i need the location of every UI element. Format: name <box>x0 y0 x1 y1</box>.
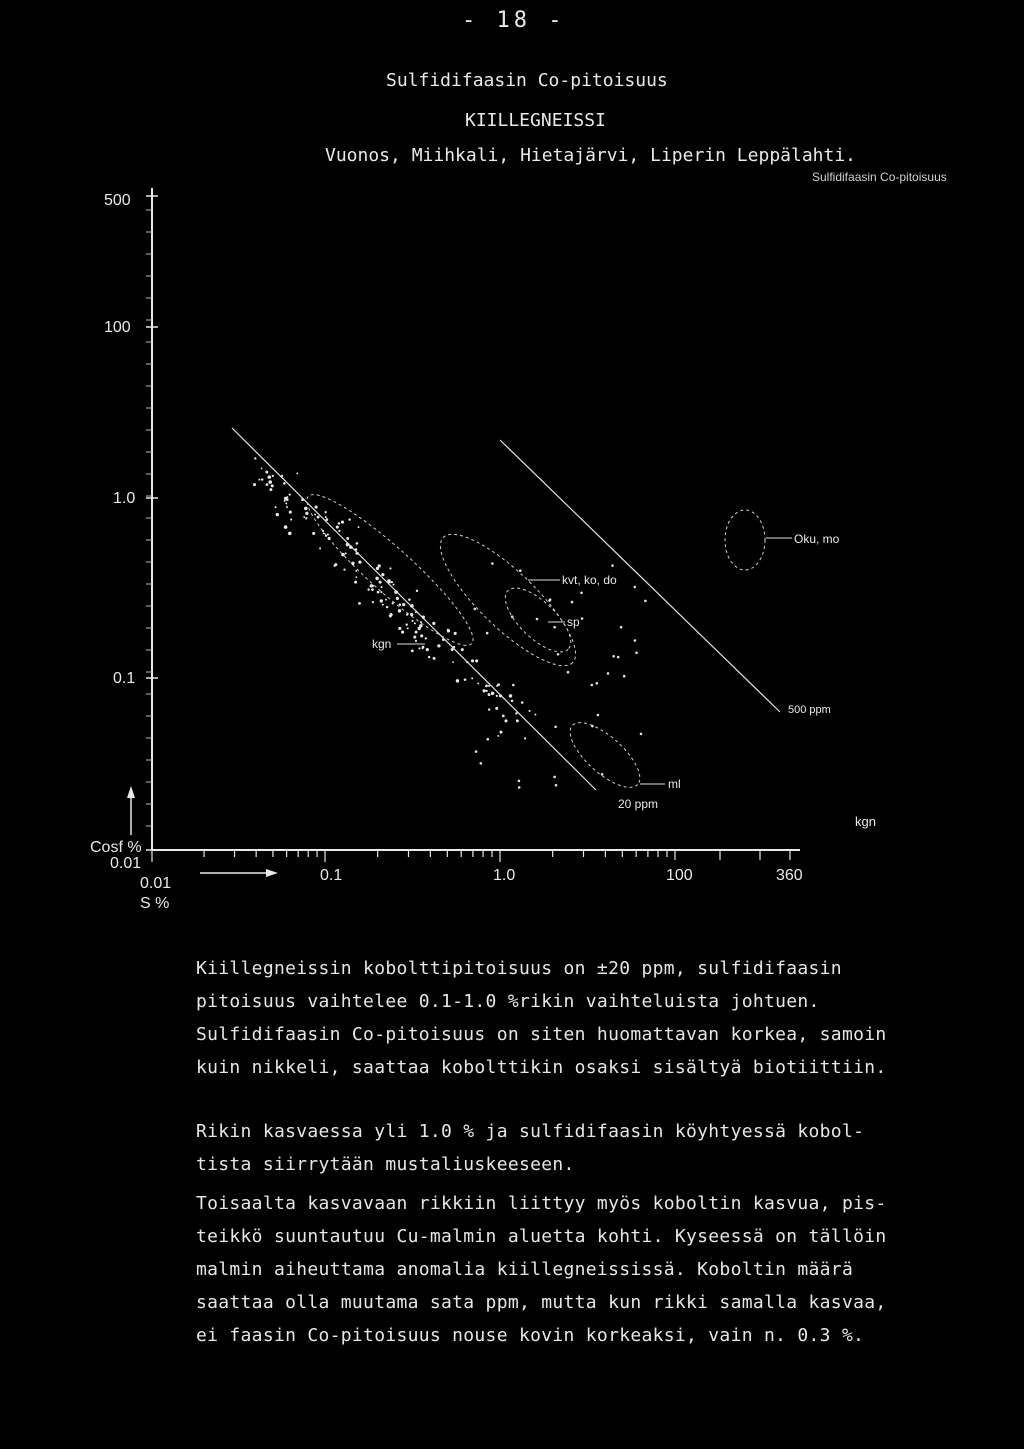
scatter-point <box>413 636 416 639</box>
scatter-point <box>261 468 263 470</box>
diagonal-20ppm <box>232 428 596 790</box>
scatter-point <box>477 682 479 684</box>
scatter-point <box>354 581 357 584</box>
scatter-point <box>408 598 411 601</box>
scatter-point <box>394 590 397 593</box>
y-tick-label: 0.01 <box>110 855 142 872</box>
scatter-point <box>553 626 556 629</box>
scatter-point <box>380 599 383 602</box>
scatter-point <box>456 679 459 682</box>
scatter-point <box>358 602 361 605</box>
scatter-point <box>367 588 369 590</box>
scatter-point <box>377 591 380 594</box>
scatter-point <box>303 516 305 518</box>
group-label-kgn: kgn <box>372 637 392 651</box>
scatter-point <box>415 611 417 613</box>
text-line: ei faasin Co-pitoisuus nouse kovin korkeaksi, vain n. 0.3 %. <box>196 1325 865 1346</box>
scatter-point <box>567 671 570 674</box>
scatter-point <box>381 586 383 588</box>
scatter-point <box>387 579 390 582</box>
y-tick-label: 1.0 <box>113 490 136 507</box>
scatter-point <box>275 506 277 508</box>
text-line: Toisaalta kasvavaan rikkiin liittyy myös koboltin kasvua, pis- <box>196 1193 887 1214</box>
group-label-oku: Oku, mo <box>794 532 840 546</box>
scatter-point <box>414 622 416 624</box>
scatter-point <box>422 615 425 618</box>
scatter-point <box>348 518 350 520</box>
scatter-point <box>389 567 391 569</box>
scatter-point <box>491 562 494 565</box>
scatter-point <box>319 547 321 549</box>
scatter-point <box>488 693 491 696</box>
scatter-point <box>557 653 560 656</box>
group-outline-oku <box>725 510 765 570</box>
scatter-point <box>634 586 637 589</box>
scatter-point <box>284 500 286 502</box>
scatter-point <box>265 471 268 474</box>
scatter-point <box>486 690 488 692</box>
y-axis-label: Cosf % <box>90 839 142 856</box>
scatter-point <box>372 601 374 603</box>
scatter-point <box>515 712 517 714</box>
x-tick-label-0.1: 0.1 <box>320 867 343 884</box>
scatter-point <box>401 631 404 634</box>
scatter-point <box>379 581 382 584</box>
scatter-point <box>406 613 408 615</box>
scatter-point <box>581 617 584 620</box>
scatter-point <box>355 548 358 551</box>
group-label-kgn-right: kgn <box>855 814 876 829</box>
scatter-point <box>390 613 393 616</box>
scatter-point <box>371 588 374 591</box>
scatter-point <box>381 591 383 593</box>
scatter-point <box>634 639 637 642</box>
scatter-point <box>447 629 449 631</box>
text-line: kuin nikkeli, saattaa kobolttikin osaksi sisältyä biotiittiin. <box>196 1057 887 1078</box>
scatter-point <box>358 526 360 528</box>
x-tick-label: 1.0 <box>493 867 516 884</box>
scatter-point <box>454 632 457 635</box>
scatter-point <box>418 627 421 630</box>
scatter-point <box>253 483 256 486</box>
scatter-point <box>491 692 494 695</box>
scatter-point <box>325 516 327 518</box>
group-outline-ml <box>560 712 649 798</box>
scatter-point <box>464 678 467 681</box>
group-outline-kvt <box>424 517 592 682</box>
scatter-point <box>286 506 288 508</box>
scatter-point <box>415 631 418 634</box>
scatter-point <box>485 685 488 688</box>
scatter-point <box>418 647 420 649</box>
scatter-point <box>341 521 344 524</box>
scatter-point <box>323 532 325 534</box>
scatter-point <box>355 576 357 578</box>
scatter-point <box>426 648 429 651</box>
scatter-point <box>521 701 524 704</box>
scatter-point <box>355 570 357 572</box>
scatter-point <box>475 750 478 753</box>
scatter-point <box>528 710 530 712</box>
scatter-point <box>254 457 256 459</box>
scatter-point <box>407 627 409 629</box>
scatter-point <box>453 646 455 648</box>
scatter-point <box>301 498 304 501</box>
scatter-point <box>327 534 329 536</box>
x-tick-label: 0.01 <box>140 875 172 892</box>
y-axis-arrowhead <box>127 786 135 798</box>
scatter-point <box>284 525 288 529</box>
scatter-point <box>411 620 413 622</box>
scatter-point <box>416 590 418 592</box>
scatter-point <box>268 476 270 478</box>
text-line: pitoisuus vaihtelee 0.1-1.0 %rikin vaihteluista johtuen. <box>196 991 820 1012</box>
scatter-point <box>612 655 615 658</box>
scatter-point <box>285 502 287 504</box>
scatter-point <box>305 512 308 515</box>
scatter-point <box>378 564 381 567</box>
group-outline-kgn <box>294 480 487 660</box>
scatter-point <box>325 511 327 513</box>
scatter-point <box>571 601 574 604</box>
scatter-point <box>442 638 445 641</box>
scatter-point <box>398 627 401 630</box>
scatter-point <box>620 626 623 629</box>
page-number: - 18 - <box>462 8 566 33</box>
scatter-point <box>596 682 599 685</box>
text-line: teikkö suuntautuu Cu-malmin aluetta kohti. Kyseessä on tällöin <box>196 1226 887 1247</box>
scatter-point <box>405 623 407 625</box>
scatter-point <box>392 602 394 604</box>
scatter-point <box>433 657 436 660</box>
scatter-point <box>304 507 308 511</box>
scatter-point <box>591 725 594 728</box>
scatter-point <box>611 564 614 567</box>
scatter-point <box>346 543 349 546</box>
text-line: tista siirrytään mustaliuskeeseen. <box>196 1154 575 1175</box>
scatter-point <box>500 731 503 734</box>
scatter-point <box>524 737 526 739</box>
text-line: Rikin kasvaessa yli 1.0 % ja sulfidifaasin köyhtyessä kobol- <box>196 1121 865 1142</box>
chart-title: Sulfidifaasin Co-pitoisuus <box>386 70 668 91</box>
scatter-point <box>482 689 485 692</box>
scatter-point <box>488 685 490 687</box>
scatter-point <box>635 652 638 655</box>
scatter-point <box>284 497 287 500</box>
x-tick-label: 360 <box>776 867 803 884</box>
scatter-point <box>415 640 417 642</box>
scatter-point <box>410 604 414 608</box>
scatter-point <box>385 599 387 601</box>
paragraph-2 <box>196 1115 864 1181</box>
scatter-point <box>504 719 507 722</box>
scatter-point <box>644 600 647 603</box>
scatter-point <box>268 480 272 484</box>
scatter-point <box>640 733 643 736</box>
scatter-point <box>555 784 558 787</box>
scatter-point <box>343 568 345 570</box>
scatter-point <box>623 675 626 678</box>
scatter-point <box>288 532 292 536</box>
diagonal-label-20ppm: 20 ppm <box>618 797 659 811</box>
group-label-kvt: kvt, ko, do <box>562 573 617 587</box>
scatter-point <box>554 726 557 729</box>
scatter-point <box>326 518 329 521</box>
scatter-point <box>518 786 521 789</box>
scatter-point <box>356 542 359 545</box>
scatter-point <box>283 482 286 485</box>
scatter-point <box>315 506 318 509</box>
scatter-point <box>289 494 291 496</box>
scatter-point <box>428 656 430 658</box>
scatter-point <box>411 650 414 653</box>
scatter-point <box>322 530 324 532</box>
scatter-point <box>258 479 260 481</box>
scatter-point <box>345 552 347 554</box>
y-tick-label: 100 <box>104 319 131 336</box>
scatter-point <box>386 606 388 608</box>
scatter-point <box>261 478 263 480</box>
y-tick-label: 0.1 <box>113 670 136 687</box>
scatter-point <box>393 584 395 586</box>
chart-subtitle-rock-type: KIILLEGNEISSI <box>465 110 606 131</box>
scatter-point <box>422 647 424 649</box>
scatter-point <box>496 695 498 697</box>
scatter-point <box>328 537 331 540</box>
scatter-point <box>296 472 298 474</box>
scatter-point <box>461 648 464 651</box>
scatter-point <box>580 592 583 595</box>
x-axis-label: S % <box>140 895 170 912</box>
scatter-point <box>272 475 274 477</box>
scatter-point <box>511 700 514 703</box>
scatter-point <box>437 644 440 647</box>
diagonal-500ppm <box>500 440 780 712</box>
scatter-point <box>375 577 378 580</box>
scatter-point <box>601 773 604 776</box>
scatter-point <box>432 622 435 625</box>
scatter-point <box>474 608 477 611</box>
scatter-point <box>511 615 514 618</box>
scatter-point <box>312 532 315 535</box>
scatter-point <box>591 684 594 687</box>
scatter-point <box>341 553 345 557</box>
scatter-point <box>305 517 307 519</box>
y-tick-label: 500 <box>104 192 131 209</box>
scatter-point <box>502 715 505 718</box>
chart-note: Sulfidifaasin Co-pitoisuus <box>812 170 947 184</box>
scatter-point <box>471 677 473 679</box>
scatter-point <box>410 613 413 616</box>
scatter-point <box>488 708 490 710</box>
scatter-point <box>487 738 490 741</box>
scatter-point <box>475 659 478 662</box>
scatter-point <box>336 526 339 529</box>
chart-subtitle-locations: Vuonos, Miihkali, Hietajärvi, Liperin Leppälahti. <box>325 145 857 166</box>
text-line: Kiillegneissin kobolttipitoisuus on ±20 ppm, sulfidifaasin <box>196 958 842 979</box>
scatter-point <box>290 519 292 521</box>
scatter-point <box>276 513 279 516</box>
scatter-point <box>271 484 274 487</box>
scatter-point <box>402 603 405 606</box>
scatter-point <box>509 694 513 698</box>
text-line: saattaa olla muutama sata ppm, mutta kun rikki samalla kasvaa, <box>196 1292 887 1313</box>
scatter-point <box>452 661 454 663</box>
scatter-point <box>338 530 340 532</box>
scatter-point <box>519 569 522 572</box>
scatter-point <box>398 609 401 612</box>
scatter-point <box>281 475 283 477</box>
scatter-point <box>334 565 336 567</box>
scatter-point <box>289 511 292 514</box>
scatter-point <box>516 719 519 722</box>
scatter-point <box>495 707 498 710</box>
scatter-point <box>382 604 384 606</box>
scatter-point <box>548 599 551 602</box>
scatter-point <box>317 516 320 519</box>
scatter-point <box>325 535 327 537</box>
scatter-point <box>534 714 536 716</box>
scatter-point <box>451 648 454 651</box>
scatter-point <box>486 632 489 635</box>
scatter-point <box>381 573 384 576</box>
scatter-point <box>349 545 353 549</box>
scatter-point <box>370 584 373 587</box>
paragraph-1 <box>196 952 887 1084</box>
scatter-point <box>512 684 515 687</box>
paragraph-3 <box>196 1187 887 1352</box>
x-axis-arrowhead <box>266 869 278 877</box>
scatter-point <box>399 603 402 606</box>
scatter-point <box>597 714 600 717</box>
text-line: malmin aiheuttama anomalia kiillegneississä. Koboltin määrä <box>196 1259 854 1280</box>
scatter-point <box>396 597 399 600</box>
scatter-point <box>497 735 499 737</box>
scatter-point <box>314 514 316 516</box>
scatter-point <box>338 522 341 525</box>
scatter-point <box>497 683 500 686</box>
scatter-point <box>420 621 422 623</box>
diagonal-label-500ppm: 500 ppm <box>788 704 831 716</box>
scatter-point <box>499 694 502 697</box>
scatter-point <box>391 581 393 583</box>
scatter-point <box>355 552 358 555</box>
scatter-point <box>536 618 539 621</box>
scatter-point <box>471 659 474 662</box>
group-label-ml: ml <box>668 777 681 791</box>
text-line: Sulfidifaasin Co-pitoisuus on siten huomattavan korkea, samoin <box>196 1024 887 1045</box>
scatter-point <box>358 560 361 563</box>
scatter-point <box>425 637 427 639</box>
scatter-point <box>480 762 483 765</box>
scatter-point <box>607 672 610 675</box>
scatter-point <box>351 562 354 565</box>
scatter-point <box>346 537 349 540</box>
scatter-point <box>518 780 521 783</box>
scatter-point <box>553 776 556 779</box>
scatter-point <box>466 661 468 663</box>
group-label-sp: sp <box>567 615 580 629</box>
scatter-point <box>420 634 423 637</box>
scatter-point <box>617 656 620 659</box>
x-tick-label: 100 <box>666 867 693 884</box>
scatter-point <box>266 483 269 486</box>
scatter-point <box>269 488 272 491</box>
